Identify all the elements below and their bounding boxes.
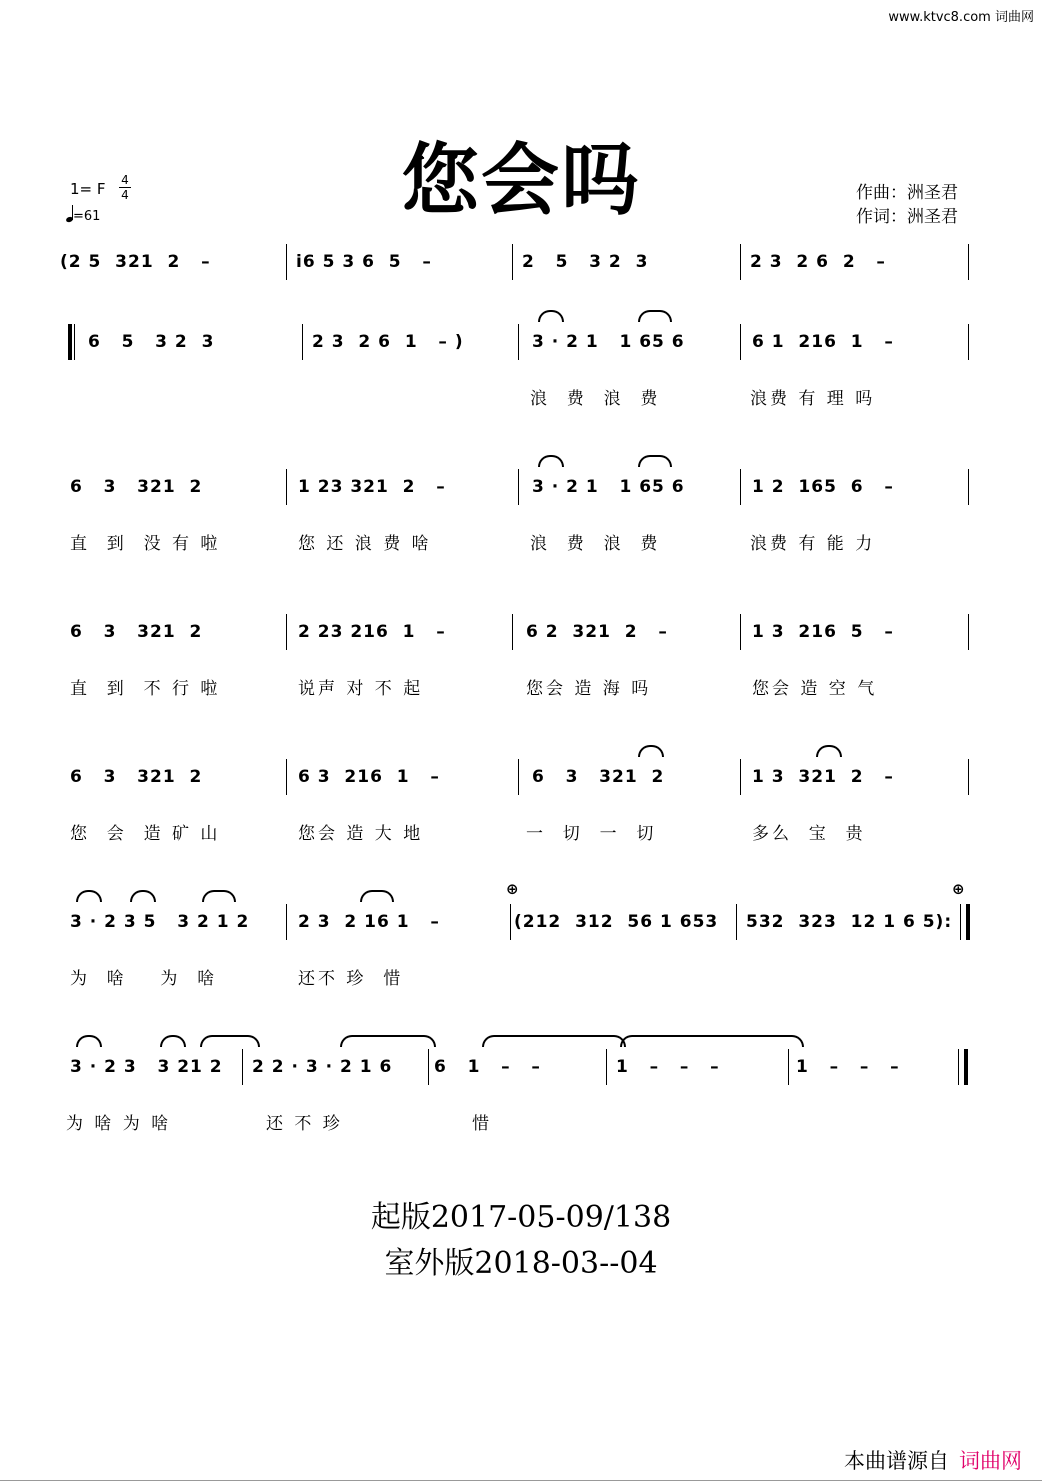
measure: 1 – – –	[796, 1057, 900, 1077]
lyric-text: 浪 费 浪 费	[530, 389, 661, 409]
slur-mark	[816, 745, 842, 757]
tempo-marking	[66, 205, 100, 224]
measure: 2 5 3 2 3	[522, 252, 649, 272]
measure: 6 2 321 2 –	[526, 622, 668, 642]
measure: 6 3 321 2	[70, 622, 203, 642]
measure: 1 2 165 6 –	[752, 477, 894, 497]
measure: 3 · 2 3 3 21 2	[70, 1057, 223, 1077]
tie-mark	[340, 1035, 436, 1047]
segno-icon: ⊕	[506, 880, 519, 898]
site-name: 词曲网	[994, 10, 1034, 25]
lyric-line-4	[60, 674, 975, 700]
lyric-text: 您会 造 海 吗	[526, 679, 652, 699]
lyric-line-3	[60, 529, 975, 555]
slur-mark	[538, 310, 564, 322]
score-line-5	[60, 757, 975, 797]
measure: 2 2 · 3 · 2 1 6	[252, 1057, 393, 1077]
slur-mark	[76, 890, 102, 902]
lyric-text: 还不 珍 惜	[298, 969, 404, 989]
measure: 3 · 2 3 5 3 2 1 2	[70, 912, 250, 932]
edition-line-2: 室外版2018-03--04	[384, 1246, 658, 1281]
measure: 6 3 216 1 –	[298, 767, 440, 787]
credits	[856, 181, 958, 229]
measure: 6 3 321 2	[70, 477, 203, 497]
measure: 532 323 12 1 6 5):	[746, 912, 953, 932]
lyric-text: 一 切 一 切	[526, 824, 657, 844]
measure: (212 312 56 1 653	[514, 912, 719, 932]
score-line-7	[60, 1047, 975, 1087]
site-watermark	[888, 6, 1034, 25]
lyric-text: 多么 宝 贵	[752, 824, 866, 844]
repeat-start-bar	[68, 324, 72, 360]
lyric-text: 直 到 没 有 啦	[70, 534, 221, 554]
measure: 2 23 216 1 –	[298, 622, 446, 642]
slur-mark	[360, 890, 394, 902]
tie-mark	[482, 1035, 626, 1047]
lyric-text: 为 啥 为 啥	[70, 969, 218, 989]
slur-mark	[638, 455, 672, 467]
slur-mark	[76, 1035, 102, 1047]
measure: 6 1 – –	[434, 1057, 541, 1077]
lyric-text: 浪 费 浪 费	[530, 534, 661, 554]
song-title: 您会吗	[400, 135, 641, 226]
segno-icon: ⊕	[952, 880, 965, 898]
lyric-text: 为 啥 为 啥	[66, 1114, 172, 1134]
lyric-text: 浪费 有 理 吗	[750, 389, 876, 409]
measure: 3 · 2 1 1 65 6	[532, 477, 685, 497]
measure: 2 3 2 6 1 – )	[312, 332, 464, 352]
slur-mark	[130, 890, 156, 902]
composer-credit: 作曲：洲圣君	[856, 183, 958, 203]
source-watermark	[844, 1445, 1022, 1475]
slur-mark	[638, 745, 664, 757]
lyric-text: 直 到 不 行 啦	[70, 679, 221, 699]
measure: 6 1 216 1 –	[752, 332, 894, 352]
measure: 2 3 2 16 1 –	[298, 912, 440, 932]
edition-line-1: 起版2017-05-09/138	[370, 1200, 672, 1235]
lyricist-credit: 作词：洲圣君	[856, 207, 958, 227]
measure: 1 3 321 2 –	[752, 767, 894, 787]
lyric-line-2	[60, 384, 975, 410]
score-line-1	[60, 242, 975, 282]
final-bar	[964, 1049, 968, 1085]
measure: i6 5 3 6 5 –	[296, 252, 432, 272]
measure: 1 3 216 5 –	[752, 622, 894, 642]
lyric-text: 惜	[472, 1114, 492, 1134]
slur-mark	[202, 890, 236, 902]
tempo-value: =61	[73, 209, 101, 224]
meter-top: 4	[121, 173, 129, 187]
measure: 1 – – –	[616, 1057, 720, 1077]
site-url: www.ktvc8.com	[888, 10, 991, 25]
score-line-4	[60, 612, 975, 652]
key-signature: 1= F	[70, 180, 106, 198]
measure: 6 5 3 2 3	[88, 332, 215, 352]
lyric-text: 说声 对 不 起	[298, 679, 424, 699]
slur-mark	[538, 455, 564, 467]
slur-mark	[638, 310, 672, 322]
measure: 6 3 321 2	[70, 767, 203, 787]
repeat-end-bar	[966, 904, 970, 940]
time-signature	[119, 173, 131, 202]
tie-mark	[200, 1035, 260, 1047]
lyric-line-5	[60, 819, 975, 845]
measure: 1 23 321 2 –	[298, 477, 446, 497]
meter-bottom: 4	[119, 187, 131, 202]
lyric-text: 浪费 有 能 力	[750, 534, 876, 554]
score-line-2	[60, 322, 975, 362]
tie-mark	[620, 1035, 804, 1047]
source-label: 本曲谱源自	[844, 1449, 949, 1473]
measure: (2 5 321 2 –	[60, 252, 211, 272]
lyric-text: 您 还 浪 费 啥	[298, 534, 432, 554]
lyric-text: 还 不 珍	[266, 1114, 343, 1134]
lyric-line-7	[60, 1109, 975, 1135]
measure: 6 3 321 2	[532, 767, 665, 787]
lyric-text: 您会 造 大 地	[298, 824, 424, 844]
measure: 2 3 2 6 2 –	[750, 252, 886, 272]
slur-mark	[160, 1035, 186, 1047]
score-line-3	[60, 467, 975, 507]
lyric-line-6	[60, 964, 975, 990]
lyric-text: 您 会 造 矿 山	[70, 824, 221, 844]
lyric-text: 您会 造 空 气	[752, 679, 878, 699]
source-brand: 词曲网	[959, 1449, 1022, 1473]
score-line-6	[60, 880, 975, 942]
measure: 3 · 2 1 1 65 6	[532, 332, 685, 352]
